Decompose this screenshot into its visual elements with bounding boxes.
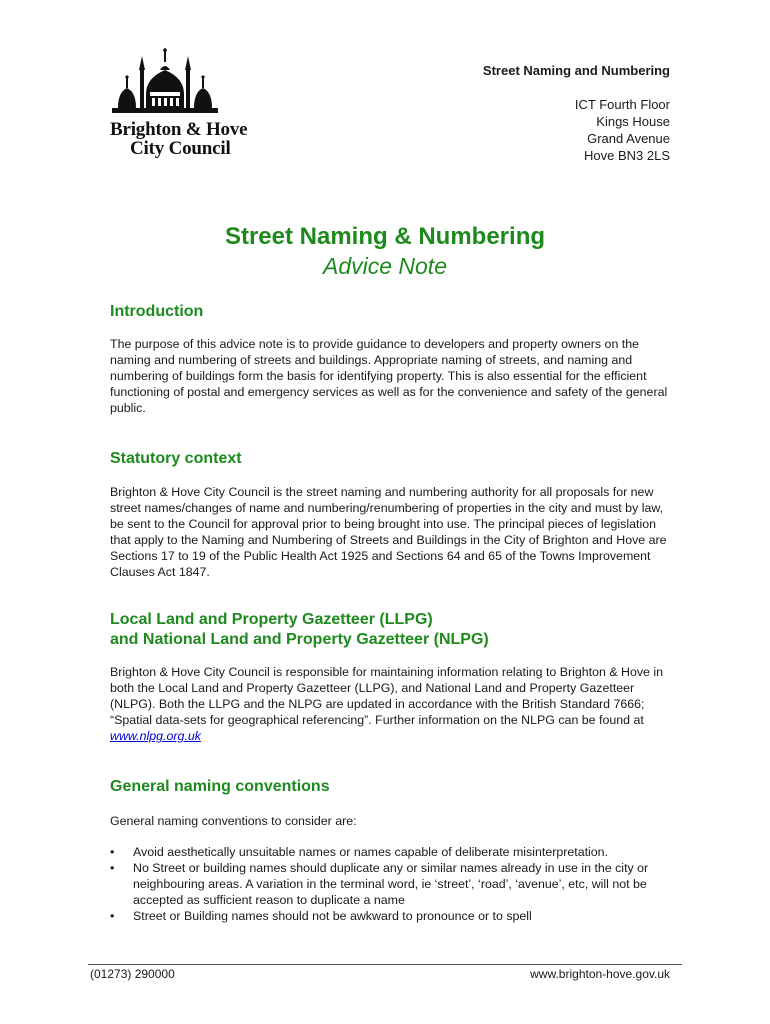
address-line: ICT Fourth Floor bbox=[574, 97, 670, 112]
address-line: Kings House bbox=[596, 114, 670, 129]
intro-heading: Introduction bbox=[110, 303, 204, 320]
nlpg-link[interactable]: www.nlpg.org.uk bbox=[110, 729, 201, 743]
list-item bbox=[110, 844, 675, 860]
list-item bbox=[110, 908, 675, 924]
logo-line-2: City Council bbox=[130, 138, 231, 159]
footer-phone: (01273) 290000 bbox=[90, 967, 175, 981]
bullet-icon: • bbox=[110, 845, 115, 859]
address-line: Grand Avenue bbox=[587, 131, 670, 146]
list-item bbox=[110, 860, 675, 908]
bullet-icon: • bbox=[110, 909, 115, 923]
logo-wordmark bbox=[110, 120, 280, 158]
statutory-paragraph: Brighton & Hove City Council is the street naming and numbering authority for all proposals for new street names/changes of name and numbering/renumbering of properties in the city and must by law, be sent to the Council for approval prior to being brought into use. The principal pieces of legislation that apply to the Naming and Numbering of Streets and Buildings in the City of Brighton and Hove are Sections 17 to 19 of the Public Health Act 1925 and Sections 64 and 65 of the Towns Improvement Clauses Act 1847. bbox=[110, 485, 667, 579]
list-item-text: Avoid aesthetically unsuitable names or names capable of deliberate misinterpretation. bbox=[133, 845, 609, 859]
footer-website: www.brighton-hove.gov.uk bbox=[530, 967, 670, 981]
list-item-text: Street or Building names should not be awkward to pronounce or to spell bbox=[133, 909, 532, 923]
llpg-body-text: Brighton & Hove City Council is responsible for maintaining information relating to Brighton & Hove in both the Local Land and Property Gazetteer (LLPG), and National Land and Property Gazetteer (NLPG). Both the LLPG and the NLPG are updated in accordance with the British Standard 7666; “Spatial data-sets for geographical referencing”. Further information on the NLPG can be found at bbox=[110, 665, 664, 727]
llpg-heading bbox=[110, 610, 675, 650]
royal-pavilion-icon bbox=[110, 48, 220, 118]
title-subtitle: Advice Note bbox=[322, 253, 447, 279]
address-line: Hove BN3 2LS bbox=[584, 148, 670, 163]
footer-divider bbox=[88, 964, 682, 965]
llpg-paragraph bbox=[110, 664, 675, 744]
conventions-list bbox=[110, 844, 675, 924]
intro-paragraph: The purpose of this advice note is to provide guidance to developers and property owners on the naming and numbering of streets and buildings. Appropriate naming of streets, and naming and numbering of buildings form the basis for identifying property. This is also essential for the efficient functioning of postal and emergency services as well as for the convenience and safety of the general public. bbox=[110, 337, 668, 415]
logo-line-1: Brighton & Hove bbox=[110, 119, 248, 140]
address-block bbox=[483, 62, 670, 164]
conventions-intro: General naming conventions to consider are: bbox=[110, 814, 357, 828]
statutory-heading: Statutory context bbox=[110, 450, 242, 467]
title-main: Street Naming & Numbering bbox=[224, 223, 546, 250]
address-title: Street Naming and Numbering bbox=[482, 63, 670, 78]
list-item-text: No Street or building names should duplicate any or similar names already in use in the city or neighbouring areas. A variation in the terminal word, ie ‘street’, ‘road’, ‘avenue’, etc, will not be accepted as sufficient reason to duplicate a name bbox=[133, 861, 649, 907]
conventions-heading: General naming conventions bbox=[110, 778, 330, 795]
llpg-heading-line-2: and National Land and Property Gazetteer (NLPG) bbox=[110, 631, 489, 648]
document-title bbox=[0, 222, 770, 280]
llpg-heading-line-1: Local Land and Property Gazetteer (LLPG) bbox=[110, 611, 433, 628]
bullet-icon: • bbox=[110, 861, 115, 875]
council-logo bbox=[110, 48, 280, 158]
